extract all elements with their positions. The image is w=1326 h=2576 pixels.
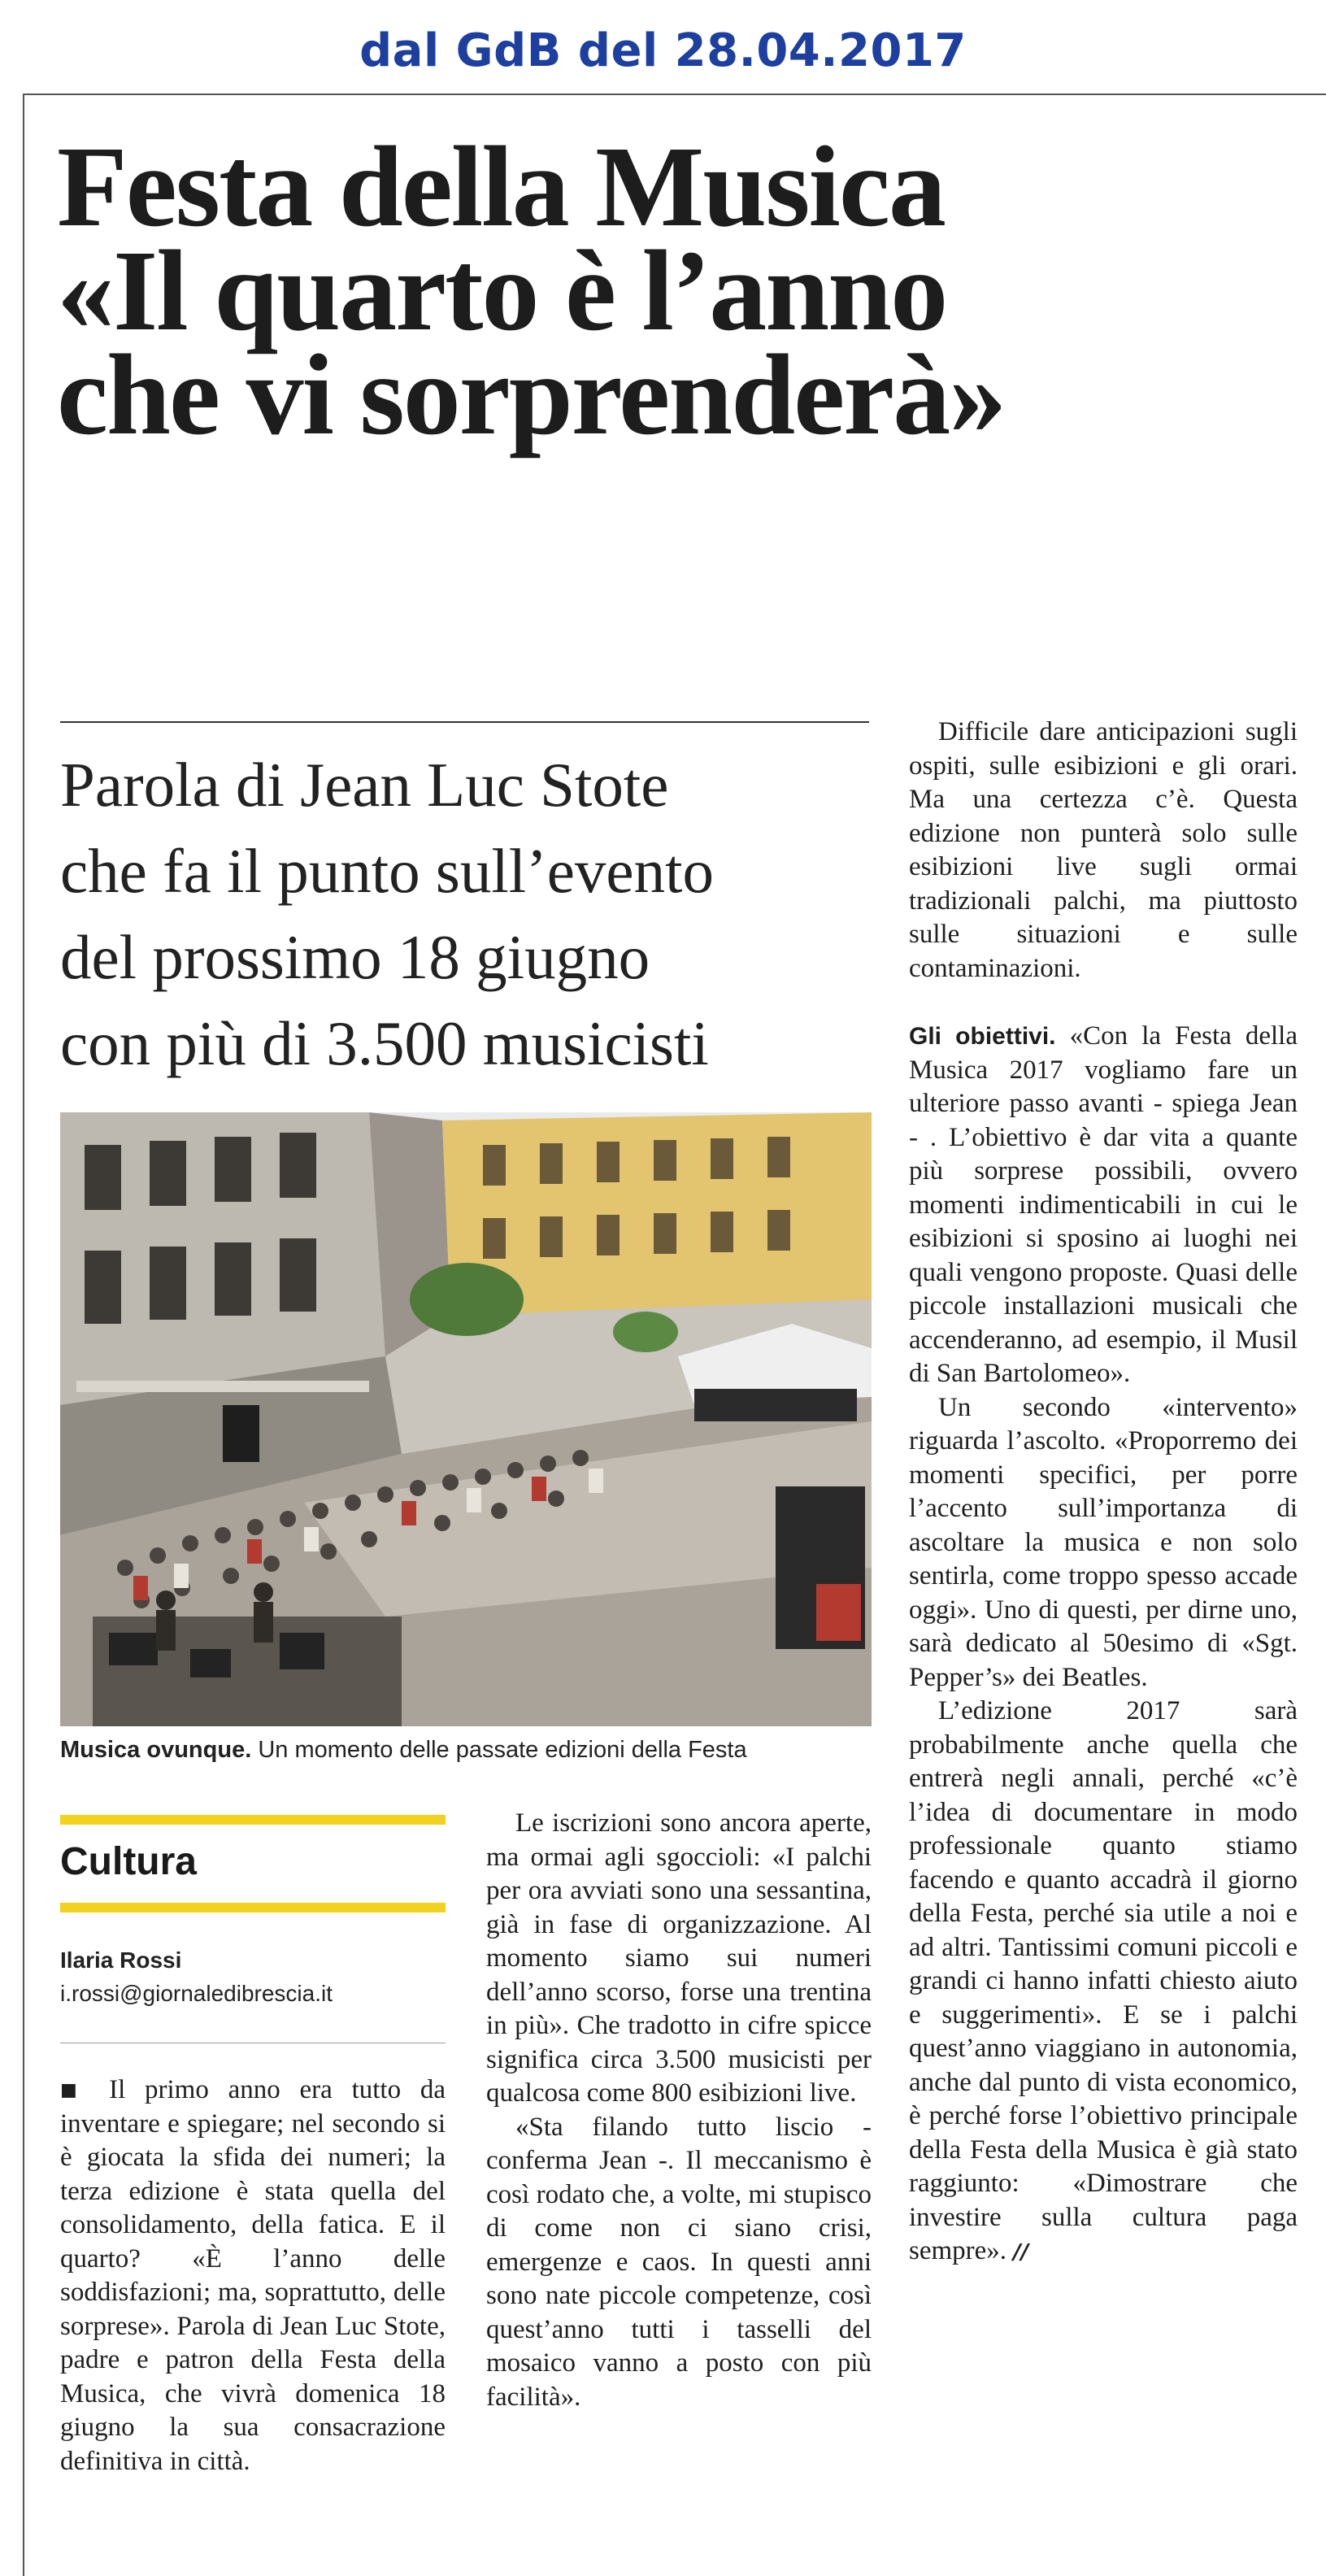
caption-lead: Musica ovunque. — [60, 1737, 252, 1763]
masthead-date-label: dal GdB del 28.04.2017 — [359, 24, 967, 77]
rubric-bar-top — [60, 1815, 446, 1825]
subhead-rule — [60, 721, 869, 723]
article-column-3 — [909, 716, 1298, 2270]
article-paragraph: «Sta filando tutto liscio - conferma Jean -. Il meccanismo è così rodato che, a volte, mi stupisco di come non ci siano crisi, emergenze e caos. In questi anni sono nate piccole competenze, così quest’anno tutti i tasselli del mosaico vanno a posto con più facilità». — [486, 2112, 872, 2412]
photo-caption — [60, 1737, 873, 1764]
article-paragraph: Le iscrizioni sono ancora aperte, ma ormai agli sgoccioli: «I palchi per ora avviati sono una sessantina, già in fase di organizzazione. Al momento siamo sui numeri dell’anno scorso, forse una trentina in più». Che tradotto in cifre spicce significa circa 3.500 musicisti per qualcosa come 800 esibizioni live. — [486, 1808, 872, 2108]
caption-text: Un momento delle passate edizioni della Festa — [258, 1737, 747, 1763]
paragraph-text: «Con la Festa della Musica 2017 vogliamo fare un ulteriore passo avanti - spiega Jean - . L’obiettivo è dar vita a quante più sorprese possibili, ovvero momenti indimenticabili in cui le esibizioni si sposino ai luoghi nei quali vengono proposte. Quasi delle piccole installazioni musicali che accenderanno, ad esempio, il Musil di San Bartolomeo». — [909, 1021, 1298, 1388]
street-concert-image — [60, 1112, 872, 1726]
end-mark: // — [1013, 2240, 1029, 2265]
subheadline — [60, 742, 873, 1086]
byline-author: Ilaria Rossi — [60, 1947, 182, 1973]
article-paragraph — [60, 2073, 446, 2478]
article-photo — [60, 1112, 872, 1726]
article-paragraph — [909, 1695, 1298, 2270]
article-paragraph: Difficile dare anticipazioni sugli ospiti, sulle esibizioni e gli orari. Ma una certezza c’è. Questa edizione non punterà solo sulle esibizioni live sugli ormai tradizionali palchi, ma piuttosto sulle situazioni e sulle contaminazioni. — [909, 717, 1298, 983]
article-column-2 — [486, 1807, 872, 2414]
headline-line-3: che vi sorprenderà» — [57, 330, 1006, 459]
paragraph-text: L’edizione 2017 sarà probabilmente anche quella che entrerà negli annali, perché «c’è l’idea di documentare in modo professionale quanto stiamo facendo e quanto accadrà il giorno della Festa, perché sia utile a noi e ad altri. Tantissimi comuni piccoli e grandi ci hanno infatti chiesto aiuto e suggerimenti». E se i palchi quest’anno viaggiano in autonomia, anche dal punto di vista economico, è perché forse l’obiettivo principale della Festa della Musica è già stato raggiunto: «Dimostrare che investire sulla cultura paga sempre». — [909, 1696, 1298, 2265]
article-paragraph — [909, 1020, 1298, 1391]
frame-top-rule — [23, 94, 1326, 95]
frame-left-rule — [23, 94, 24, 2576]
article-paragraph: Un secondo «intervento» riguarda l’ascolto. «Proporremo dei momenti specifici, per porre l’accento sull’importanza di ascoltare la musica e non solo sentirla, come troppo spesso accade oggi». Uno di questi, per dirne uno, sarà dedicato al 50esimo di «Sgt. Pepper’s» dei Beatles. — [909, 1392, 1298, 1692]
byline-email[interactable]: i.rossi@giornaledibrescia.it — [60, 1981, 333, 2006]
subhead-line-1: Parola di Jean Luc Stote — [60, 750, 669, 820]
headline-line-1: Festa della Musica — [57, 122, 945, 250]
paragraph-lead: Gli obiettivi. — [909, 1023, 1056, 1050]
paragraph-square-icon: ■ — [60, 2080, 90, 2100]
headline-line-2: «Il quarto è l’anno — [57, 226, 947, 355]
paragraph-text: Il primo anno era tutto da inventare e spiegare; nel secondo si è giocata la sfida dei numeri; la terza edizione è stata quella del consolidamento, della fatica. E il quarto? «È l’anno delle soddisfazioni; ma, soprattutto, delle sorprese». Parola di Jean Luc Stote, padre e patron della Festa della Musica, che vivrà domenica 18 giugno la sua consacrazione definitiva in città. — [60, 2075, 446, 2476]
rubric-bar-bottom — [60, 1903, 446, 1912]
headline — [57, 122, 1309, 459]
subhead-line-2: che fa il punto sull’evento — [60, 836, 714, 906]
section-rubric: Cultura — [60, 1840, 197, 1883]
subhead-line-3: del prossimo 18 giugno — [60, 922, 650, 992]
article-column-1 — [60, 2073, 446, 2478]
subhead-line-4: con più di 3.500 musicisti — [60, 1008, 709, 1078]
